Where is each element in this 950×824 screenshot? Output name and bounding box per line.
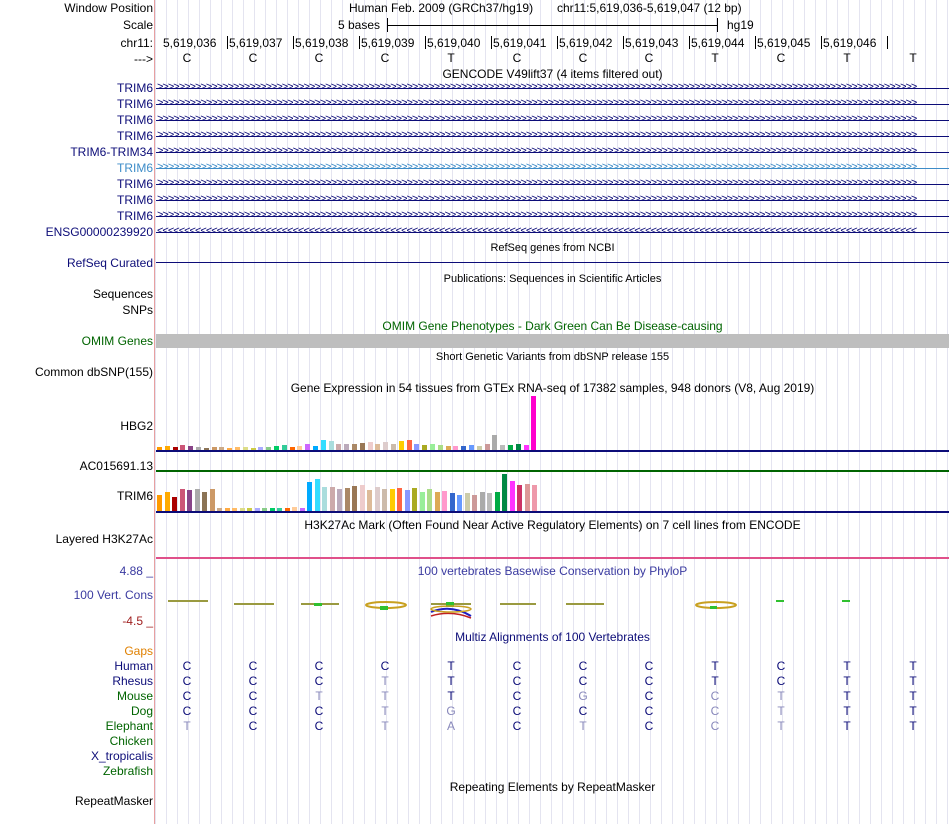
conservation-title: 100 vertebrates Basewise Conservation by PhyloP	[417, 564, 688, 578]
multiz-base: C	[248, 719, 258, 733]
multiz-base: T	[777, 719, 785, 733]
multiz-species-label[interactable]: Dog	[130, 704, 153, 718]
multiz-base: C	[314, 719, 324, 733]
ruler-tick	[359, 36, 360, 49]
base-letter: T	[711, 51, 719, 65]
scale-text: 5 bases	[338, 18, 381, 32]
publications-snps-label[interactable]: SNPs	[122, 303, 153, 317]
gtex-bar[interactable]	[510, 481, 515, 511]
multiz-base: C	[644, 674, 654, 688]
multiz-base: T	[843, 689, 851, 703]
h3k27ac-label[interactable]: Layered H3K27Ac	[55, 532, 153, 546]
conservation-label[interactable]: 100 Vert. Cons	[73, 588, 153, 602]
refseq-line[interactable]	[156, 262, 949, 263]
multiz-base: T	[843, 704, 851, 718]
gencode-gene-label[interactable]: TRIM6	[117, 97, 153, 111]
base-letter: C	[512, 51, 522, 65]
omim-label[interactable]: OMIM Genes	[81, 334, 153, 348]
ruler-tick	[293, 36, 294, 49]
ruler-position: 5,619,044	[691, 36, 745, 50]
gtex-bar[interactable]	[465, 493, 470, 511]
multiz-base: C	[512, 704, 522, 718]
gtex-bar[interactable]	[360, 485, 365, 511]
gtex-bar[interactable]	[532, 485, 537, 511]
gtex-bar[interactable]	[210, 489, 215, 511]
ruler-position: 5,619,041	[493, 36, 547, 50]
multiz-base: T	[381, 674, 389, 688]
gtex-bar[interactable]	[165, 492, 170, 511]
multiz-base: T	[909, 659, 917, 673]
multiz-base: C	[644, 659, 654, 673]
multiz-base: T	[381, 689, 389, 703]
gencode-strand-arrows: >>>>>>>>>>>>>>>>>>>>>>>>>>>>>>>>>>>>>>>>>>>>>>>>>>>>>>>>>>>>>>>>>>>>>>>>>>>>>>>>>>>>>>>>>>>>>>>>>>>>>>>>>>>>>>>>>>>>>>>>>>>>>>>>>>>>>>>>>>>>	[157, 113, 917, 125]
multiz-base: T	[909, 704, 917, 718]
gtex-bar[interactable]	[360, 443, 365, 450]
gtex-bar[interactable]	[367, 490, 372, 511]
gtex-ac015691-baseline	[156, 470, 949, 472]
refseq-label[interactable]: RefSeq Curated	[66, 256, 153, 270]
ruler-tick	[755, 36, 756, 49]
base-letter: C	[314, 51, 324, 65]
ruler-position: 5,619,040	[427, 36, 481, 50]
gencode-gene-label[interactable]: ENSG00000239920	[45, 225, 153, 239]
multiz-base: C	[248, 659, 258, 673]
multiz-base: C	[512, 719, 522, 733]
gtex-bar[interactable]	[492, 435, 497, 450]
gtex-bar[interactable]	[405, 490, 410, 511]
gtex-gene-label-hbg2[interactable]: HBG2	[120, 419, 153, 433]
gencode-strand-arrows: <<<<<<<<<<<<<<<<<<<<<<<<<<<<<<<<<<<<<<<<<<<<<<<<<<<<<<<<<<<<<<<<<<<<<<<<<<<<<<<<<<<<<<<<<<<<<<<<<<<<<<<<<<<<<<<<<<<<<<<<<<<<<<<<<<<<<<<<<<<<	[157, 225, 917, 237]
gtex-bar[interactable]	[345, 488, 350, 511]
gencode-strand-arrows: >>>>>>>>>>>>>>>>>>>>>>>>>>>>>>>>>>>>>>>>>>>>>>>>>>>>>>>>>>>>>>>>>>>>>>>>>>>>>>>>>>>>>>>>>>>>>>>>>>>>>>>>>>>>>>>>>>>>>>>>>>>>>>>>>>>>>>>>>>>>	[157, 97, 917, 109]
conservation-wiggle[interactable]	[156, 594, 949, 622]
ruler-tick	[623, 36, 624, 49]
ruler-position: 5,619,036	[163, 36, 217, 50]
gtex-bar[interactable]	[517, 485, 522, 511]
gencode-gene-label[interactable]: TRIM6	[117, 209, 153, 223]
gtex-bar[interactable]	[390, 489, 395, 511]
gencode-strand-arrows: >>>>>>>>>>>>>>>>>>>>>>>>>>>>>>>>>>>>>>>>>>>>>>>>>>>>>>>>>>>>>>>>>>>>>>>>>>>>>>>>>>>>>>>>>>>>>>>>>>>>>>>>>>>>>>>>>>>>>>>>>>>>>>>>>>>>>>>>>>>>	[157, 129, 917, 141]
multiz-species-label[interactable]: Rhesus	[112, 674, 153, 688]
multiz-base: C	[710, 719, 720, 733]
window-position-label: Window Position	[64, 1, 153, 15]
multiz-species-label[interactable]: Elephant	[105, 719, 153, 733]
multiz-base: C	[512, 659, 522, 673]
multiz-base: T	[909, 719, 917, 733]
gtex-bar[interactable]	[450, 493, 455, 511]
multiz-base: C	[182, 674, 192, 688]
gencode-gene-label[interactable]: TRIM6	[117, 81, 153, 95]
label-divider	[154, 0, 155, 824]
ruler-position: 5,619,043	[625, 36, 679, 50]
base-letter: T	[843, 51, 851, 65]
gtex-bar[interactable]	[202, 492, 207, 511]
gencode-gene-label[interactable]: TRIM6	[117, 161, 153, 175]
multiz-species-label[interactable]: Gaps	[124, 644, 153, 658]
gtex-bar[interactable]	[195, 489, 200, 511]
gencode-strand-arrows: >>>>>>>>>>>>>>>>>>>>>>>>>>>>>>>>>>>>>>>>>>>>>>>>>>>>>>>>>>>>>>>>>>>>>>>>>>>>>>>>>>>>>>>>>>>>>>>>>>>>>>>>>>>>>>>>>>>>>>>>>>>>>>>>>>>>>>>>>>>>	[157, 81, 917, 93]
multiz-base: T	[777, 704, 785, 718]
multiz-base: C	[248, 674, 258, 688]
gtex-bar[interactable]	[457, 495, 462, 511]
ruler-position: 5,619,039	[361, 36, 415, 50]
publications-sequences-label[interactable]: Sequences	[92, 287, 153, 301]
gtex-bar[interactable]	[472, 495, 477, 511]
gencode-strand-arrows: >>>>>>>>>>>>>>>>>>>>>>>>>>>>>>>>>>>>>>>>>>>>>>>>>>>>>>>>>>>>>>>>>>>>>>>>>>>>>>>>>>>>>>>>>>>>>>>>>>>>>>>>>>>>>>>>>>>>>>>>>>>>>>>>>>>>>>>>>>>>	[157, 177, 917, 189]
ruler-tick	[227, 36, 228, 49]
multiz-base: C	[644, 704, 654, 718]
multiz-base: C	[182, 704, 192, 718]
multiz-base: C	[182, 659, 192, 673]
scale-assembly: hg19	[727, 18, 754, 32]
multiz-base: C	[512, 674, 522, 688]
ruler-position: 5,619,037	[229, 36, 283, 50]
multiz-base: C	[314, 704, 324, 718]
gtex-bar[interactable]	[480, 492, 485, 511]
multiz-title: Multiz Alignments of 100 Vertebrates	[455, 630, 650, 644]
scale-bar	[387, 18, 718, 32]
multiz-base: T	[315, 689, 323, 703]
gtex-bar[interactable]	[435, 492, 440, 511]
gtex-bar[interactable]	[307, 482, 312, 511]
chrom-label: chr11:	[120, 36, 153, 50]
multiz-base: C	[578, 659, 588, 673]
gtex-gene-label-ac015691[interactable]: AC015691.13	[79, 459, 153, 473]
gtex-bar[interactable]	[495, 492, 500, 511]
gtex-bar[interactable]	[329, 441, 334, 450]
gtex-bar[interactable]	[412, 488, 417, 511]
gtex-bar[interactable]	[157, 495, 162, 511]
multiz-base: C	[248, 689, 258, 703]
base-letter: C	[182, 51, 192, 65]
multiz-base: C	[512, 689, 522, 703]
ruler-tick	[491, 36, 492, 49]
base-letter: C	[248, 51, 258, 65]
multiz-base: T	[447, 674, 455, 688]
repeatmasker-label[interactable]: RepeatMasker	[74, 794, 153, 808]
multiz-base: T	[711, 674, 719, 688]
multiz-species-label[interactable]: X_tropicalis	[90, 749, 153, 763]
gtex-bar[interactable]	[427, 489, 432, 511]
dbsnp-label[interactable]: Common dbSNP(155)	[34, 365, 153, 379]
gtex-bar[interactable]	[502, 474, 507, 511]
gtex-gene-label-trim6[interactable]: TRIM6	[117, 489, 153, 503]
ruler-position: 5,619,045	[757, 36, 811, 50]
publications-title: Publications: Sequences in Scientific Articles	[443, 273, 662, 285]
base-letter: C	[644, 51, 654, 65]
gencode-gene-label[interactable]: TRIM6	[117, 113, 153, 127]
gencode-title: GENCODE V49lift37 (4 items filtered out)	[442, 67, 663, 81]
gtex-bar[interactable]	[321, 440, 326, 450]
multiz-base: T	[843, 659, 851, 673]
multiz-base: T	[447, 689, 455, 703]
multiz-species-label[interactable]: Human	[114, 659, 153, 673]
multiz-base: C	[248, 704, 258, 718]
ruler-position: 5,619,038	[295, 36, 349, 50]
multiz-base: G	[446, 704, 456, 718]
multiz-base: A	[446, 719, 455, 733]
conservation-marks	[168, 601, 850, 618]
multiz-base: C	[710, 704, 720, 718]
multiz-species-label[interactable]: Mouse	[116, 689, 153, 703]
ruler-tick	[425, 36, 426, 49]
multiz-base: C	[578, 704, 588, 718]
gtex-bar[interactable]	[337, 489, 342, 511]
base-letter: C	[380, 51, 390, 65]
multiz-base: T	[381, 719, 389, 733]
conservation-ymin: -4.5 _	[122, 614, 153, 628]
gtex-bar[interactable]	[399, 441, 404, 450]
gtex-bar[interactable]	[420, 492, 425, 511]
dbsnp-title: Short Genetic Variants from dbSNP release 155	[435, 351, 670, 363]
base-letter: C	[578, 51, 588, 65]
omim-bar[interactable]	[156, 334, 949, 348]
ruler-tick	[689, 36, 690, 49]
gencode-strand-arrows: >>>>>>>>>>>>>>>>>>>>>>>>>>>>>>>>>>>>>>>>>>>>>>>>>>>>>>>>>>>>>>>>>>>>>>>>>>>>>>>>>>>>>>>>>>>>>>>>>>>>>>>>>>>>>>>>>>>>>>>>>>>>>>>>>>>>>>>>>>>>	[157, 193, 917, 205]
multiz-base: C	[644, 689, 654, 703]
gtex-bar[interactable]	[352, 486, 357, 511]
scale-label: Scale	[122, 18, 153, 32]
omim-title: OMIM Gene Phenotypes - Dark Green Can Be Disease-causing	[382, 319, 723, 333]
gencode-gene-label[interactable]: TRIM6	[117, 177, 153, 191]
refseq-title: RefSeq genes from NCBI	[490, 242, 615, 254]
gtex-bar[interactable]	[375, 487, 380, 511]
strand-label: --->	[134, 52, 153, 66]
multiz-base: C	[380, 659, 390, 673]
gtex-bar[interactable]	[442, 491, 447, 511]
gencode-strand-arrows: >>>>>>>>>>>>>>>>>>>>>>>>>>>>>>>>>>>>>>>>>>>>>>>>>>>>>>>>>>>>>>>>>>>>>>>>>>>>>>>>>>>>>>>>>>>>>>>>>>>>>>>>>>>>>>>>>>>>>>>>>>>>>>>>>>>>>>>>>>>>	[157, 145, 917, 157]
multiz-base: C	[578, 674, 588, 688]
assembly-text: Human Feb. 2009 (GRCh37/hg19)	[349, 1, 534, 15]
multiz-base: T	[909, 689, 917, 703]
multiz-base: T	[183, 719, 191, 733]
gencode-gene-label[interactable]: TRIM6	[117, 129, 153, 143]
multiz-base: C	[710, 689, 720, 703]
gtex-hbg2-baseline	[156, 450, 949, 452]
gtex-bar[interactable]	[383, 442, 388, 450]
ruler-position: 5,619,046	[823, 36, 877, 50]
gtex-bar[interactable]	[322, 487, 327, 511]
multiz-base: C	[182, 689, 192, 703]
gencode-gene-label[interactable]: TRIM6-TRIM34	[70, 145, 153, 159]
gtex-bar[interactable]	[187, 490, 192, 511]
gtex-bar[interactable]	[382, 489, 387, 511]
gtex-bar[interactable]	[487, 493, 492, 511]
multiz-base: T	[777, 689, 785, 703]
base-letter: C	[776, 51, 786, 65]
gencode-gene-label[interactable]: TRIM6	[117, 193, 153, 207]
ruler-tick	[821, 36, 822, 49]
gtex-bar[interactable]	[172, 497, 177, 511]
gtex-bar[interactable]	[330, 487, 335, 511]
gencode-strand-arrows: >>>>>>>>>>>>>>>>>>>>>>>>>>>>>>>>>>>>>>>>>>>>>>>>>>>>>>>>>>>>>>>>>>>>>>>>>>>>>>>>>>>>>>>>>>>>>>>>>>>>>>>>>>>>>>>>>>>>>>>>>>>>>>>>>>>>>>>>>>>>	[157, 161, 917, 173]
multiz-base: G	[578, 689, 588, 703]
gtex-bar[interactable]	[525, 484, 530, 511]
base-letter: T	[909, 51, 917, 65]
gtex-title: Gene Expression in 54 tissues from GTEx RNA-seq of 17382 samples, 948 donors (V8, Aug 2019)	[290, 381, 815, 395]
gtex-trim6-baseline	[156, 511, 949, 513]
multiz-base: T	[843, 674, 851, 688]
conservation-ymax: 4.88 _	[119, 564, 153, 578]
multiz-base: T	[381, 704, 389, 718]
multiz-base: C	[314, 674, 324, 688]
grid-line	[155, 0, 156, 824]
multiz-base: C	[644, 719, 654, 733]
gtex-bar[interactable]	[180, 489, 185, 511]
multiz-species-label[interactable]: Zebrafish	[102, 764, 153, 778]
multiz-base: T	[909, 674, 917, 688]
gencode-strand-arrows: >>>>>>>>>>>>>>>>>>>>>>>>>>>>>>>>>>>>>>>>>>>>>>>>>>>>>>>>>>>>>>>>>>>>>>>>>>>>>>>>>>>>>>>>>>>>>>>>>>>>>>>>>>>>>>>>>>>>>>>>>>>>>>>>>>>>>>>>>>>>	[157, 209, 917, 221]
gtex-bar[interactable]	[407, 440, 412, 450]
gtex-bar[interactable]	[531, 396, 536, 450]
multiz-base: T	[843, 719, 851, 733]
multiz-base: T	[711, 659, 719, 673]
gtex-bar[interactable]	[368, 442, 373, 450]
ruler-tick	[887, 36, 888, 49]
multiz-base: C	[776, 659, 786, 673]
multiz-species-label[interactable]: Chicken	[109, 734, 153, 748]
h3k27ac-title: H3K27Ac Mark (Often Found Near Active Regulatory Elements) on 7 cell lines from ENCODE	[304, 518, 801, 532]
gtex-bar[interactable]	[315, 479, 320, 511]
multiz-base: C	[314, 659, 324, 673]
position-text[interactable]: chr11:5,619,036-5,619,047 (12 bp)	[557, 1, 742, 15]
repeatmasker-title: Repeating Elements by RepeatMasker	[449, 780, 656, 794]
ruler-position: 5,619,042	[559, 36, 613, 50]
multiz-base: T	[579, 719, 587, 733]
multiz-base: T	[447, 659, 455, 673]
h3k27ac-baseline[interactable]	[156, 557, 949, 559]
base-letter: T	[447, 51, 455, 65]
gtex-bar[interactable]	[397, 488, 402, 511]
ruler-tick	[557, 36, 558, 49]
multiz-base: C	[776, 674, 786, 688]
